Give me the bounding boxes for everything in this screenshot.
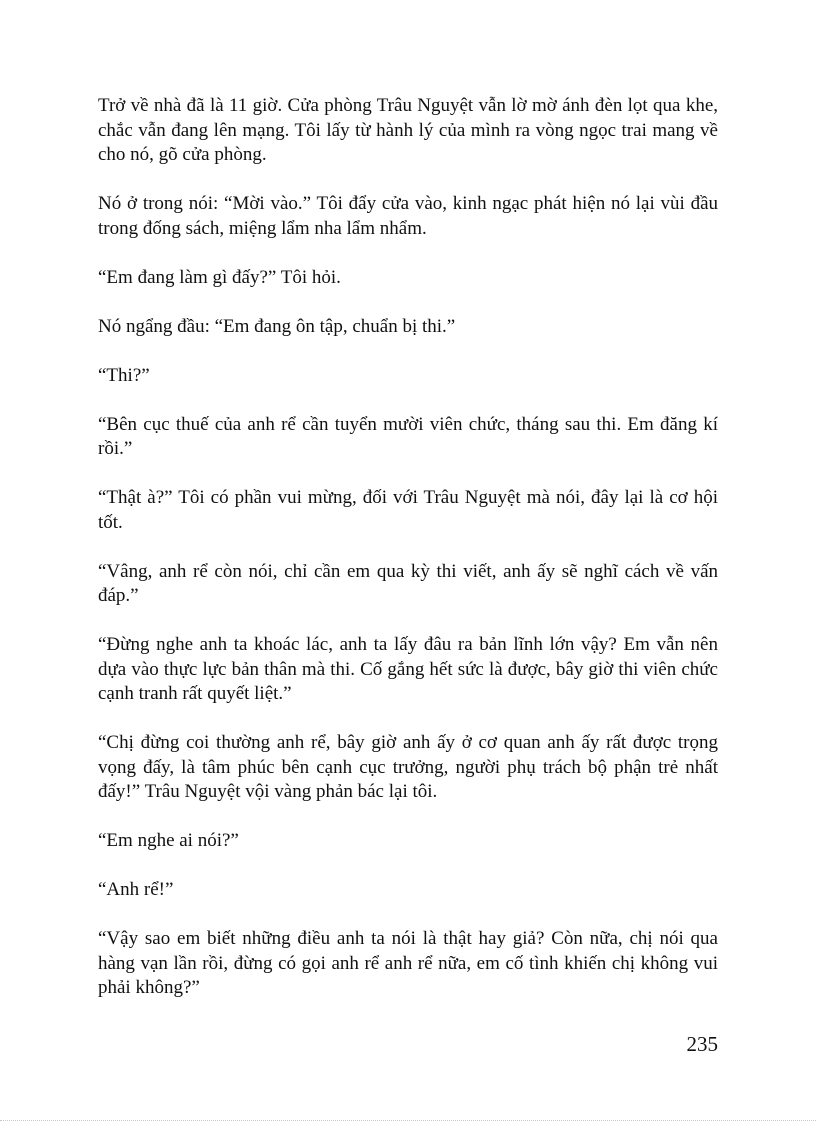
paragraph-9: “Đừng nghe anh ta khoác lác, anh ta lấy đâu ra bản lĩnh lớn vậy? Em vẫn nên dựa vào thực lực bản thân mà thi. Cố gắng hết sức là được, bây giờ thi viên chức cạnh tranh rất quyết liệt.” [98, 634, 718, 704]
page-number: 235 [686, 1032, 718, 1056]
paragraph-4: Nó ngẩng đầu: “Em đang ôn tập, chuẩn bị thi.” [98, 315, 456, 337]
paragraph-12: “Anh rể!” [98, 879, 174, 900]
paragraph-8: “Vâng, anh rể còn nói, chỉ cần em qua kỳ thi viết, anh ấy sẽ nghĩ cách về vấn đáp.” [98, 560, 718, 606]
paragraph-5: “Thi?” [98, 364, 150, 386]
paragraph-10: “Chị đừng coi thường anh rể, bây giờ anh ấy ở cơ quan anh ấy rất được trọng vọng đấy, là tâm phúc bên cạnh cục trưởng, người phụ trách bộ phận trẻ nhất đấy!” Trâu Nguyệt vội vàng phản bác lại tôi. [98, 732, 718, 802]
page-bottom-divider [0, 1120, 816, 1121]
paragraph-6: “Bên cục thuế của anh rể cần tuyển mười viên chức, tháng sau thi. Em đăng kí rồi.” [98, 413, 718, 459]
paragraph-3: “Em đang làm gì đấy?” Tôi hỏi. [98, 266, 341, 288]
paragraph-13: “Vậy sao em biết những điều anh ta nói là thật hay giả? Còn nữa, chị nói qua hàng vạn lần rồi, đừng có gọi anh rể anh rể nữa, em cố tình khiến chị không vui phải không?” [98, 928, 718, 998]
paragraph-7: “Thật à?” Tôi có phần vui mừng, đối với Trâu Nguyệt mà nói, đây lại là cơ hội tốt. [98, 487, 718, 533]
paragraph-11: “Em nghe ai nói?” [98, 830, 239, 851]
paragraph-2: Nó ở trong nói: “Mời vào.” Tôi đẩy cửa vào, kinh ngạc phát hiện nó lại vùi đầu trong đống sách, miệng lẩm nha lẩm nhẩm. [98, 193, 718, 239]
paragraph-1: Trở về nhà đã là 11 giờ. Cửa phòng Trâu Nguyệt vẫn lờ mờ ánh đèn lọt qua khe, chắc vẫn đang lên mạng. Tôi lấy từ hành lý của mình ra vòng ngọc trai mang về cho nó, gõ cửa phòng. [98, 95, 718, 165]
body-text [98, 94, 718, 1025]
